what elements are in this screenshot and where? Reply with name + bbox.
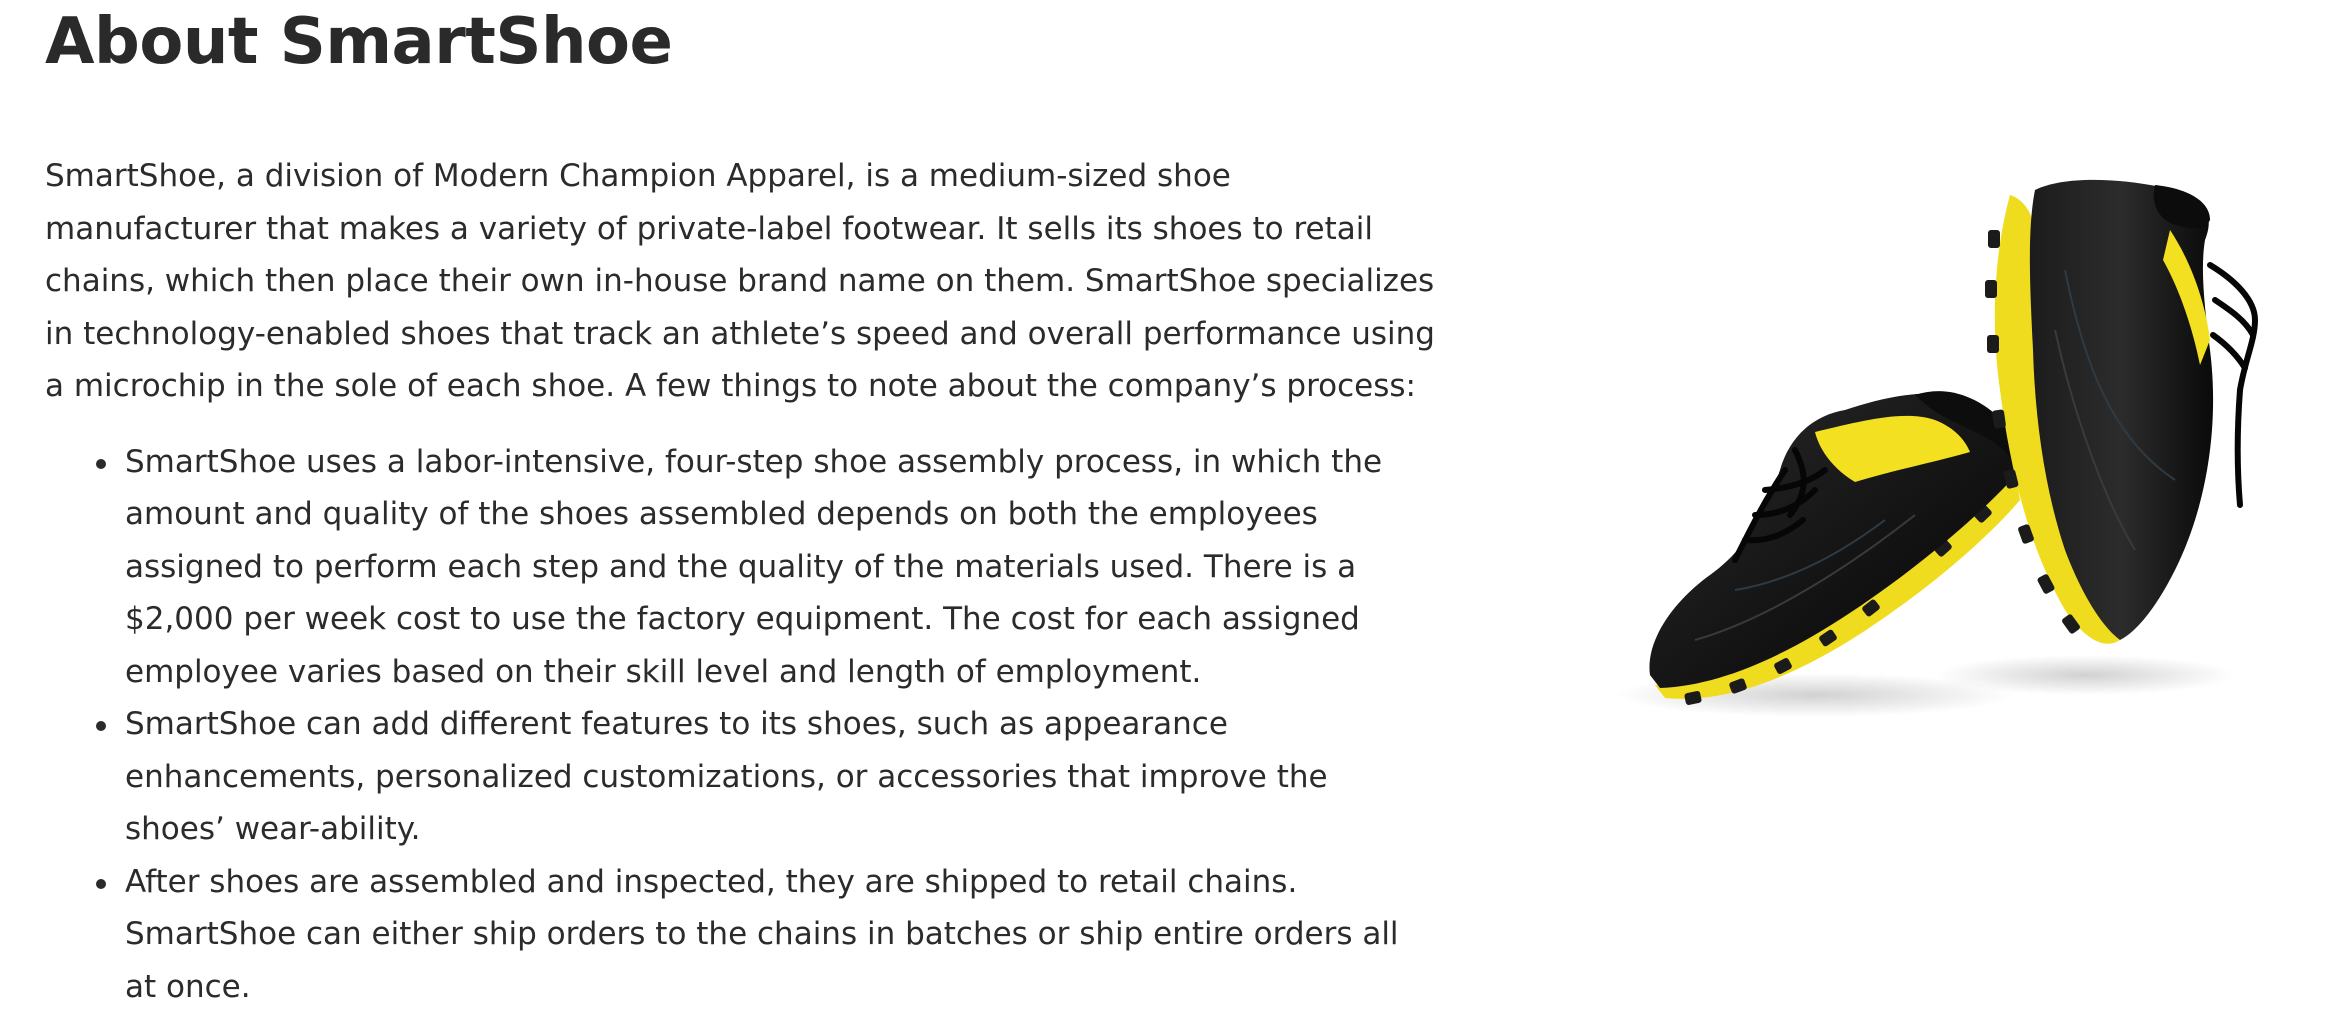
intro-paragraph: SmartShoe, a division of Modern Champion Apparel, is a medium-sized shoe manufacturer that makes a variety of private-label footwear. It sells its shoes to retail chains, which then place their own in-house brand name on them. SmartShoe specializes in technology-enabled shoes that track an athlete’s speed and overall performance using a microchip in the sole of each shoe. A few things to note about the company’s process: [45, 150, 1445, 413]
list-item-text: SmartShoe uses a labor-intensive, four-step shoe assembly process, in which the amount and quality of the shoes assembled depends on both the employees assigned to perform each step and the quality of the materials used. There is a $2,000 per week cost to use the factory equipment. The cost for each assigned employee varies based on their skill level and length of employment. [125, 444, 1382, 690]
list-item [125, 856, 1445, 1013]
list-item [125, 698, 1445, 856]
process-list [45, 436, 1445, 1013]
left-shoe [1649, 391, 2021, 705]
page-title: About SmartShoe [45, 0, 1445, 80]
shadow [1935, 655, 2235, 695]
bullet-icon [96, 459, 106, 469]
list-item-text: After shoes are assembled and inspected, they are shipped to retail chains. SmartShoe can either ship orders to the chains in batches or ship entire orders all at once. [125, 864, 1399, 1005]
bullet-icon [96, 721, 106, 731]
right-shoe [1985, 180, 2255, 644]
cleats-illustration [1615, 170, 2265, 730]
cleats-photo [1615, 170, 2265, 730]
list-item-text: SmartShoe can add different features to its shoes, such as appearance enhancements, personalized customizations, or accessories that improve the shoes’ wear-ability. [125, 706, 1328, 847]
list-item [125, 436, 1445, 699]
article [45, 0, 1445, 1013]
bullet-icon [96, 879, 106, 889]
